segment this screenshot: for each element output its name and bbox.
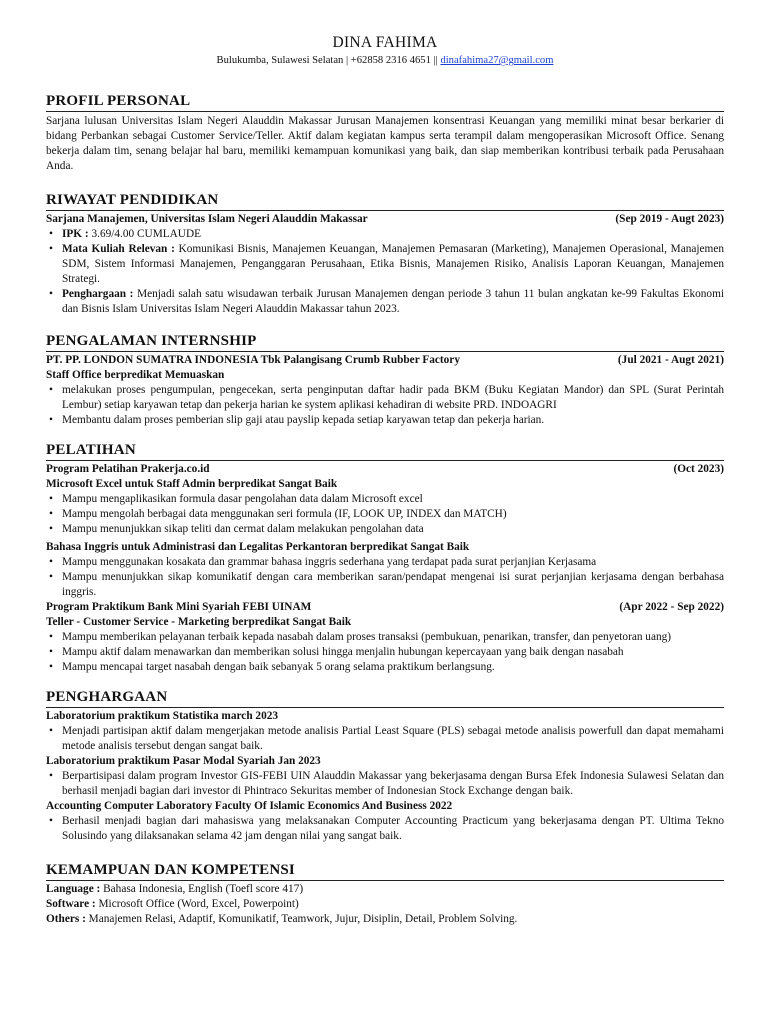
internship-row [46,353,724,368]
list-item: • Mampu menunjukkan sikap komunikatif dengan cara memberikan saran/pendapat mengenai isi surat perjanjian kerjasama dengan berbahasa inggris. [46,570,724,600]
training-row-2 [46,600,724,615]
section-profil [46,92,724,174]
education-period: (Sep 2019 - Augt 2023) [615,213,724,225]
skill-label: Software : [46,898,96,910]
list-item [46,287,724,317]
list-item [46,242,724,287]
internship-company: PT. PP. LONDON SUMATRA INDONESIA Tbk Palangisang Crumb Rubber Factory [46,354,460,366]
section-title-pelatihan: PELATIHAN [46,441,724,461]
skill-text: Bahasa Indonesia, English (Toefl score 417) [100,883,304,895]
course-1-title: Microsoft Excel untuk Staff Admin berpredikat Sangat Baik [46,478,338,490]
item-text: Komunikasi Bisnis, Manajemen Keuangan, Manajemen Pemasaran (Marketing), Manajemen Operasional, Manajemen SDM, Sistem Informasi Manajemen, Penganggaran Perusahaan, Etika Bisnis, Manajemen Risiko, Analisis Laporan Keuangan, Manajemen Strategi. [62,243,724,285]
education-row [46,212,724,227]
list-item: • Mampu menggunakan kosakata dan grammar bahasa inggris sederhana yang terdapat pada surat perjanjian Kerjasama [46,555,724,570]
email-link[interactable]: dinafahima27@gmail.com [440,55,554,66]
skill-software [46,897,724,912]
item-text: 3.69/4.00 CUMLAUDE [88,228,202,240]
section-title-internship: PENGALAMAN INTERNSHIP [46,332,724,352]
skill-others [46,912,724,927]
skill-label: Others : [46,913,86,925]
contact-text: Bulukumba, Sulawesi Selatan | +62858 2316 4651 || [216,55,441,66]
list-item: • melakukan proses pengumpulan, pengecekan, serta penginputan daftar hadir pada BKM (Buku Kegiatan Mandor) dan SPL (Surat Perintah Lembur) setiap karyawan tetap dan pekerja harian ke system aplikasi kehadiran di website PRD. INDOAGRI [46,383,724,413]
award-1-title: Laboratorium praktikum Statistika march 2023 [46,710,279,722]
award-3-list [46,814,724,844]
section-pelatihan [46,441,724,675]
list-item: • Membantu dalam proses pemberian slip gaji atau payslip kepada setiap karyawan tetap dan pekerja harian. [46,413,724,428]
item-label: Penghargaan : [62,288,134,300]
internship-role: Staff Office berpredikat Memuaskan [46,369,225,381]
course-2-title: Bahasa Inggris untuk Administrasi dan Legalitas Perkantoran berpredikat Sangat Baik [46,541,470,553]
list-item: • Mampu mengolah berbagai data menggunakan seri formula (IF, LOOK UP, INDEX dan MATCH) [46,507,724,522]
course-3-list [46,630,724,675]
list-item: • Mampu aktif dalam menawarkan dan memberikan solusi hingga menjalin hubungan kepercayaan yang baik dengan nasabah [46,645,724,660]
resume-page [46,34,724,927]
skill-text: Microsoft Office (Word, Excel, Powerpoint) [95,898,299,910]
list-item [46,227,724,242]
section-title-penghargaan: PENGHARGAAN [46,688,724,708]
degree: Sarjana Manajemen, Universitas Islam Negeri Alauddin Makassar [46,213,368,225]
list-item: • Berhasil menjadi bagian dari mahasiswa yang melaksanakan Computer Accounting Practicum yang bekerjasama dengan PT. Ultima Tekno Solusindo yang dilaksanakan selama 42 jam dengan nilai yang sangat baik. [46,814,724,844]
training-program-2: Program Praktikum Bank Mini Syariah FEBI UINAM [46,601,312,613]
list-item: • Mampu memberikan pelayanan terbaik kepada nasabah dalam proses transaksi (pembukuan, penarikan, transfer, dan penyetoran uang) [46,630,724,645]
candidate-name: DINA FAHIMA [332,34,438,51]
training-period-2: (Apr 2022 - Sep 2022) [619,601,724,613]
item-text: Menjadi salah satu wisudawan terbaik Jurusan Manajemen dengan periode 3 tahun 11 bulan angkatan ke-99 Fakultas Ekonomi dan Bisnis Islam Universitas Islam Negeri Alauddin Makassar tahun 2023. [62,288,724,315]
list-item: • Menjadi partisipan aktif dalam mengerjakan metode analisis Partial Least Square (PLS) sebagai metode analisis powerfull dan dapat memahami metode analisis tersebut dengan sangat baik. [46,724,724,754]
training-row-1 [46,462,724,477]
section-title-profil: PROFIL PERSONAL [46,92,724,112]
award-2-title: Laboratorium praktikum Pasar Modal Syariah Jan 2023 [46,755,321,767]
award-1-list [46,724,724,754]
award-3-title: Accounting Computer Laboratory Faculty Of Islamic Economics And Business 2022 [46,800,453,812]
internship-list [46,383,724,428]
section-title-kemampuan: KEMAMPUAN DAN KOMPETENSI [46,861,724,881]
section-pendidikan [46,191,724,317]
skill-language [46,882,724,897]
course-1-list [46,492,724,537]
award-2-list [46,769,724,799]
list-item: • Mampu mencapai target nasabah dengan baik sebanyak 5 orang selama praktikum berlangsung. [46,660,724,675]
list-item: • Mampu mengaplikasikan formula dasar pengolahan data dalam Microsoft excel [46,492,724,507]
section-kemampuan [46,861,724,927]
course-2-list [46,555,724,600]
profil-text: Sarjana lulusan Universitas Islam Negeri Alauddin Makassar Jurusan Manajemen konsentrasi Keuangan yang memiliki minat besar berkarier di bidang Perbankan sebagai Customer Service/Teller. Aktif dalam kegiatan kampus serta terampil dalam mengoperasikan Microsoft Office. Senang bekerja dalam tim, senang belajar hal baru, memiliki kemampuan komunikasi yang baik, dan siap memberikan kontribusi terbaik pada Perusahaan Anda. [46,115,724,172]
internship-period: (Jul 2021 - Augt 2021) [617,354,724,366]
training-period-1: (Oct 2023) [673,463,724,475]
education-list [46,227,724,317]
section-penghargaan [46,688,724,844]
section-title-pendidikan: RIWAYAT PENDIDIKAN [46,191,724,211]
list-item: • Mampu menunjukkan sikap teliti dan cermat dalam melakukan pengolahan data [46,522,724,537]
skill-text: Manajemen Relasi, Adaptif, Komunikatif, Teamwork, Jujur, Disiplin, Detail, Problem Solving. [85,913,518,925]
section-internship [46,332,724,428]
list-item: • Berpartisipasi dalam program Investor GIS-FEBI UIN Alauddin Makassar yang bekerjasama dengan Bursa Efek Indonesia Sulawesi Selatan dan berhasil menjadi bagian dari investor di Phintraco Sekuritas member of Indonesian Stock Exchange dengan baik. [46,769,724,799]
contact-line [46,54,724,68]
course-3-title: Teller - Customer Service - Marketing berpredikat Sangat Baik [46,616,352,628]
item-label: IPK : [62,228,89,240]
training-program-1: Program Pelatihan Prakerja.co.id [46,463,210,475]
skill-label: Language : [46,883,101,895]
item-label: Mata Kuliah Relevan : [62,243,175,255]
